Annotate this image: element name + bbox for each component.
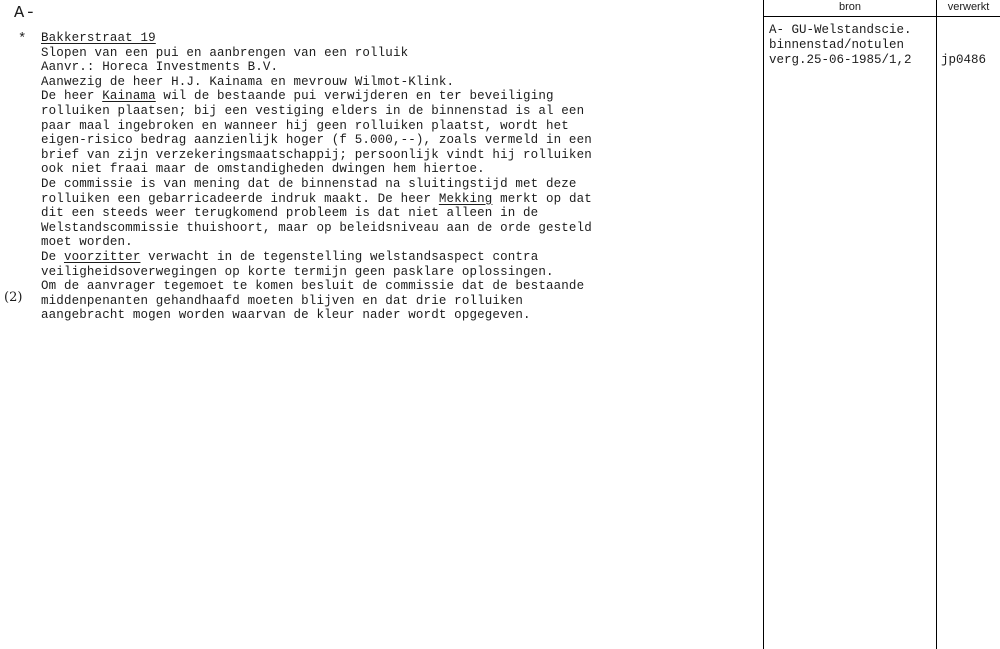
- paragraph-1-line-1: De heer Kainama wil de bestaande pui verwijderen en ter beveiliging: [41, 89, 554, 104]
- entry-bullet: *: [18, 31, 27, 47]
- paragraph-2-line-5: moet worden.: [41, 235, 133, 250]
- paragraph-1-line-3: paar maal ingebroken en wanneer hij geen rolluiken plaatst, wordt het: [41, 118, 569, 133]
- name-voorzitter: voorzitter: [63, 249, 141, 264]
- paragraph-3-line-1: De voorzitter verwacht in de tegenstelling welstandsaspect contra: [41, 249, 539, 264]
- paragraph-2-line-3: dit een steeds weer terugkomend probleem is dat niet alleen in de: [41, 206, 539, 221]
- header-rule: [763, 16, 1000, 17]
- paragraph-2-line-4: Welstandscommissie thuishoort, maar op beleidsniveau aan de orde gesteld: [41, 220, 592, 235]
- paragraph-1-line-5: brief van zijn verzekeringsmaatschappij; persoonlijk vindt hij rolluiken: [41, 147, 592, 162]
- paragraph-4-line-3: aangebracht mogen worden waarvan de kleur nader wordt opgegeven.: [41, 308, 531, 323]
- handwritten-note-marker: (2): [4, 290, 23, 305]
- paragraph-1-line-4: eigen-risico bedrag aanzienlijk hoger (f 5.000,--), zoals vermeld in een: [41, 133, 592, 148]
- column-divider-verwerkt: [936, 0, 937, 649]
- entry-subject: Slopen van een pui en aanbrengen van een rolluik: [41, 45, 409, 60]
- section-letter: A-: [14, 4, 37, 23]
- column-header-verwerkt: verwerkt: [947, 1, 990, 13]
- column-divider-bron: [763, 0, 764, 649]
- column-header-bron: bron: [838, 1, 862, 13]
- entry-address: Bakkerstraat 19: [41, 31, 156, 45]
- paragraph-1-line-2: rolluiken plaatsen; bij een vestiging elders in de binnenstad is al een: [41, 103, 585, 118]
- paragraph-2-line-2: rolluiken een gebarricadeerde indruk maakt. De heer Mekking merkt op dat: [41, 191, 592, 206]
- entry-applicant: Aanvr.: Horeca Investments B.V.: [41, 60, 279, 75]
- paragraph-2-line-1: De commissie is van mening dat de binnenstad na sluitingstijd met deze: [41, 176, 577, 191]
- name-mekking: Mekking: [438, 191, 493, 206]
- name-kainama: Kainama: [102, 89, 156, 104]
- bron-line-2: binnenstad/notulen: [769, 37, 905, 52]
- bron-line-3: verg.25-06-1985/1,2: [769, 52, 912, 67]
- minutes-entry: [41, 31, 741, 323]
- verwerkt-code: jp0486: [941, 53, 987, 67]
- bron-line-1: A- GU-Welstandscie.: [769, 23, 912, 37]
- entry-present: Aanwezig de heer H.J. Kainama en mevrouw Wilmot-Klink.: [41, 74, 455, 89]
- bron-reference: [769, 23, 935, 67]
- paragraph-3-line-2: veiligheidsoverwegingen op korte termijn geen pasklare oplossingen.: [41, 264, 554, 279]
- paragraph-4-line-2: middenpenanten gehandhaafd moeten blijven en dat drie rolluiken: [41, 293, 524, 308]
- paragraph-1-line-6: ook niet fraai maar de omstandigheden dwingen hem hiertoe.: [41, 162, 485, 177]
- paragraph-4-line-1: Om de aanvrager tegemoet te komen besluit de commissie dat de bestaande: [41, 279, 585, 294]
